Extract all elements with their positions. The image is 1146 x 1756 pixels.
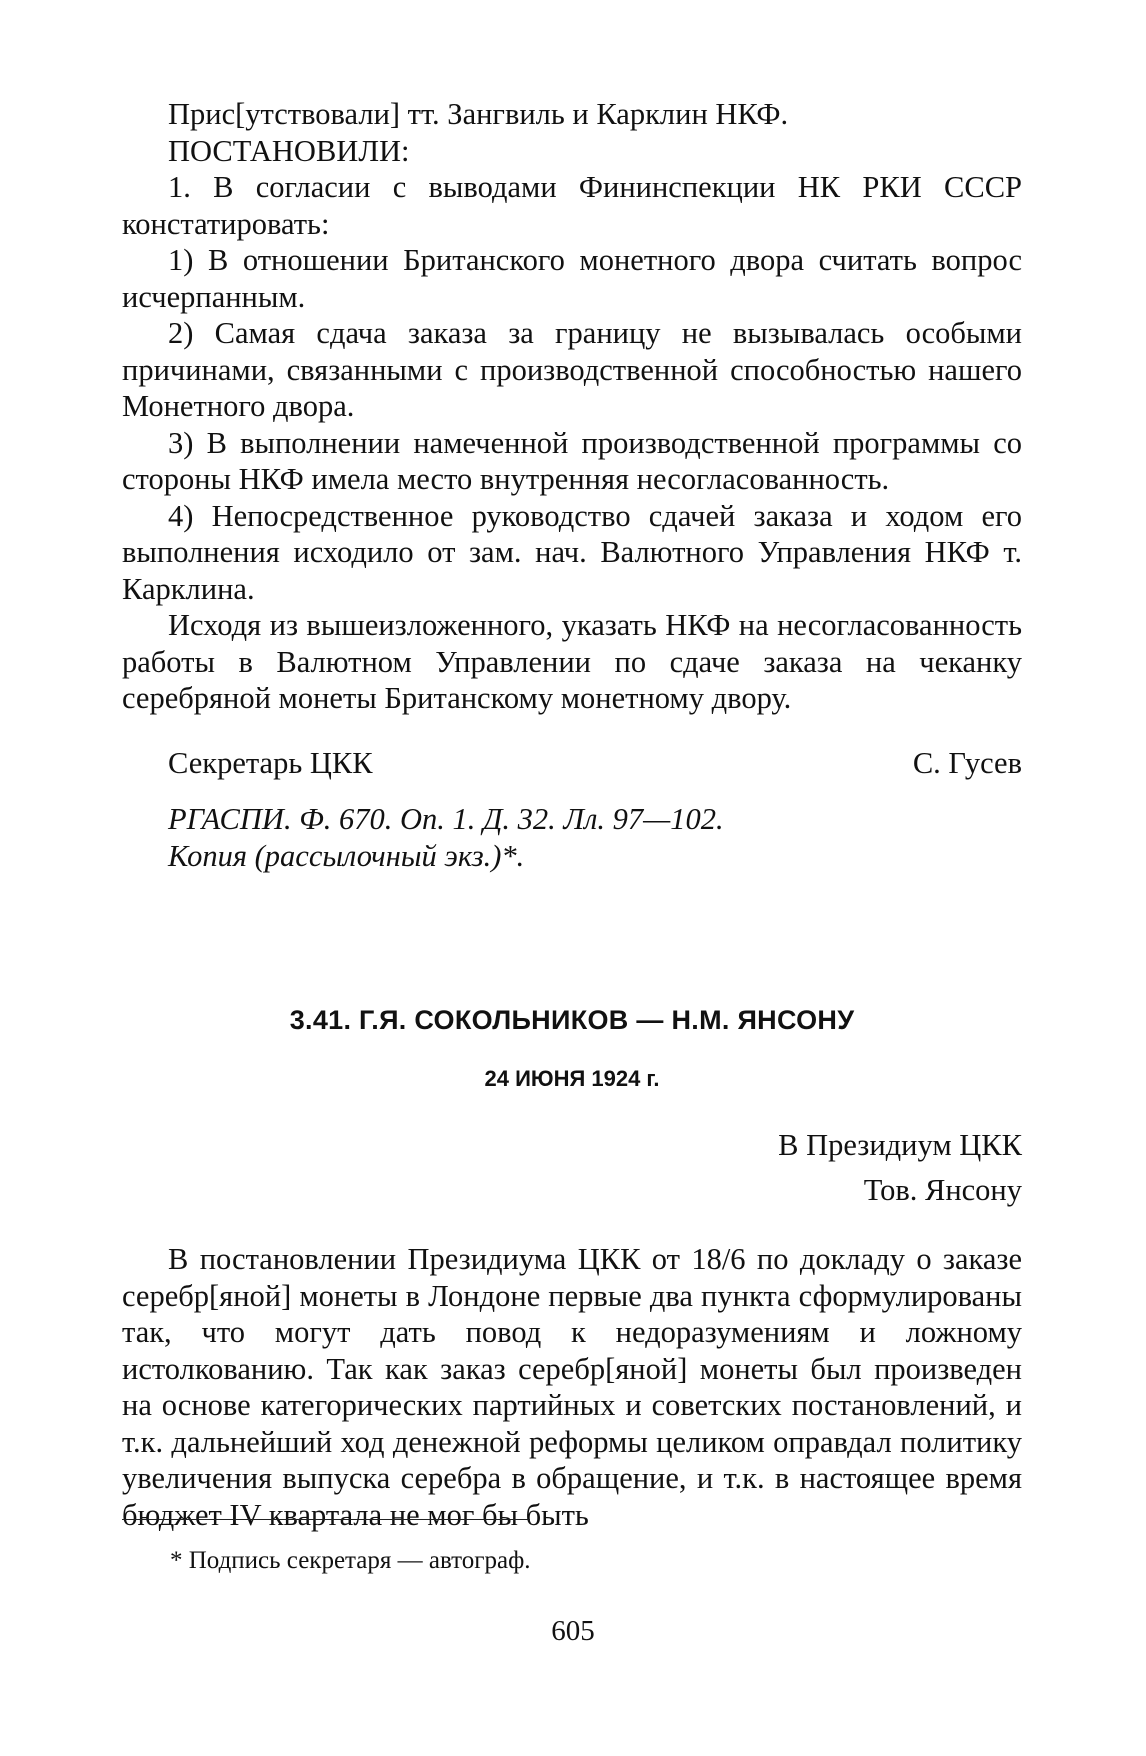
signature-name: С. Гусев [912,745,1022,780]
subitem-2: 2) Самая сдача заказа за границу не вызывалась особыми причинами, связанными с производственной способностью нашего Монетного двора. [122,316,1022,423]
addressee-line-2: Тов. Янсону [863,1173,1022,1207]
letter-body: В постановлении Президиума ЦКК от 18/6 по докладу о заказе серебр[яной] монеты в Лондоне первые два пункта сформулированы так, что могут дать повод к недоразумениям и ложному истолкованию. Так как заказ серебр[яной] монеты был произведен на основе категорических партийных и советских постановлений, и т.к. дальнейший ход денежной реформы целиком оправдал политику увеличения выпуска серебра в обращение, и т.к. в настоящее время бюджет IV квартала не мог бы быть [122,1242,1022,1532]
archive-ref-line: РГАСПИ. Ф. 670. Оп. 1. Д. 32. Лл. 97—102. [168,802,724,836]
footnote-divider [122,1519,530,1520]
section-date: 24 ИЮНЯ 1924 г. [484,1065,660,1091]
conclusion-paragraph: Исходя из вышеизложенного, указать НКФ на несогласованность работы в Валютном Управлении по сдаче заказа на чеканку серебряной монеты Британскому монетному двору. [122,608,1022,715]
item-1: 1. В согласии с выводами Фининспекции НК РКИ СССР констатировать: [122,170,1022,241]
addressee-line-1: В Президиум ЦКК [778,1128,1022,1162]
section-heading: 3.41. Г.Я. СОКОЛЬНИКОВ — Н.М. ЯНСОНУ [289,1005,855,1035]
page-number: 605 [551,1615,595,1647]
resolved-heading: ПОСТАНОВИЛИ: [168,133,410,168]
footnote: * Подпись секретаря — автограф. [170,1547,531,1574]
subitem-4: 4) Непосредственное руководство сдачей заказа и ходом его выполнения исходило от зам. нач. Валютного Управления НКФ т. Карклина. [122,498,1022,606]
subitem-1: 1) В отношении Британского монетного двора считать вопрос исчерпанным. [122,243,1022,314]
archive-copy-line: Копия (рассылочный экз.)*. [168,838,525,873]
subitem-3: 3) В выполнении намеченной производственной программы со стороны НКФ имела место внутренняя несогласованность. [122,425,1022,496]
signature-title: Секретарь ЦКК [168,745,373,780]
page-content [122,96,1022,1533]
archive-reference [122,801,1022,874]
signature-block [122,745,1022,782]
present-line: Прис[утствовали] тт. Зангвиль и Карклин НКФ. [168,97,789,131]
addressee-block [122,1123,1022,1213]
